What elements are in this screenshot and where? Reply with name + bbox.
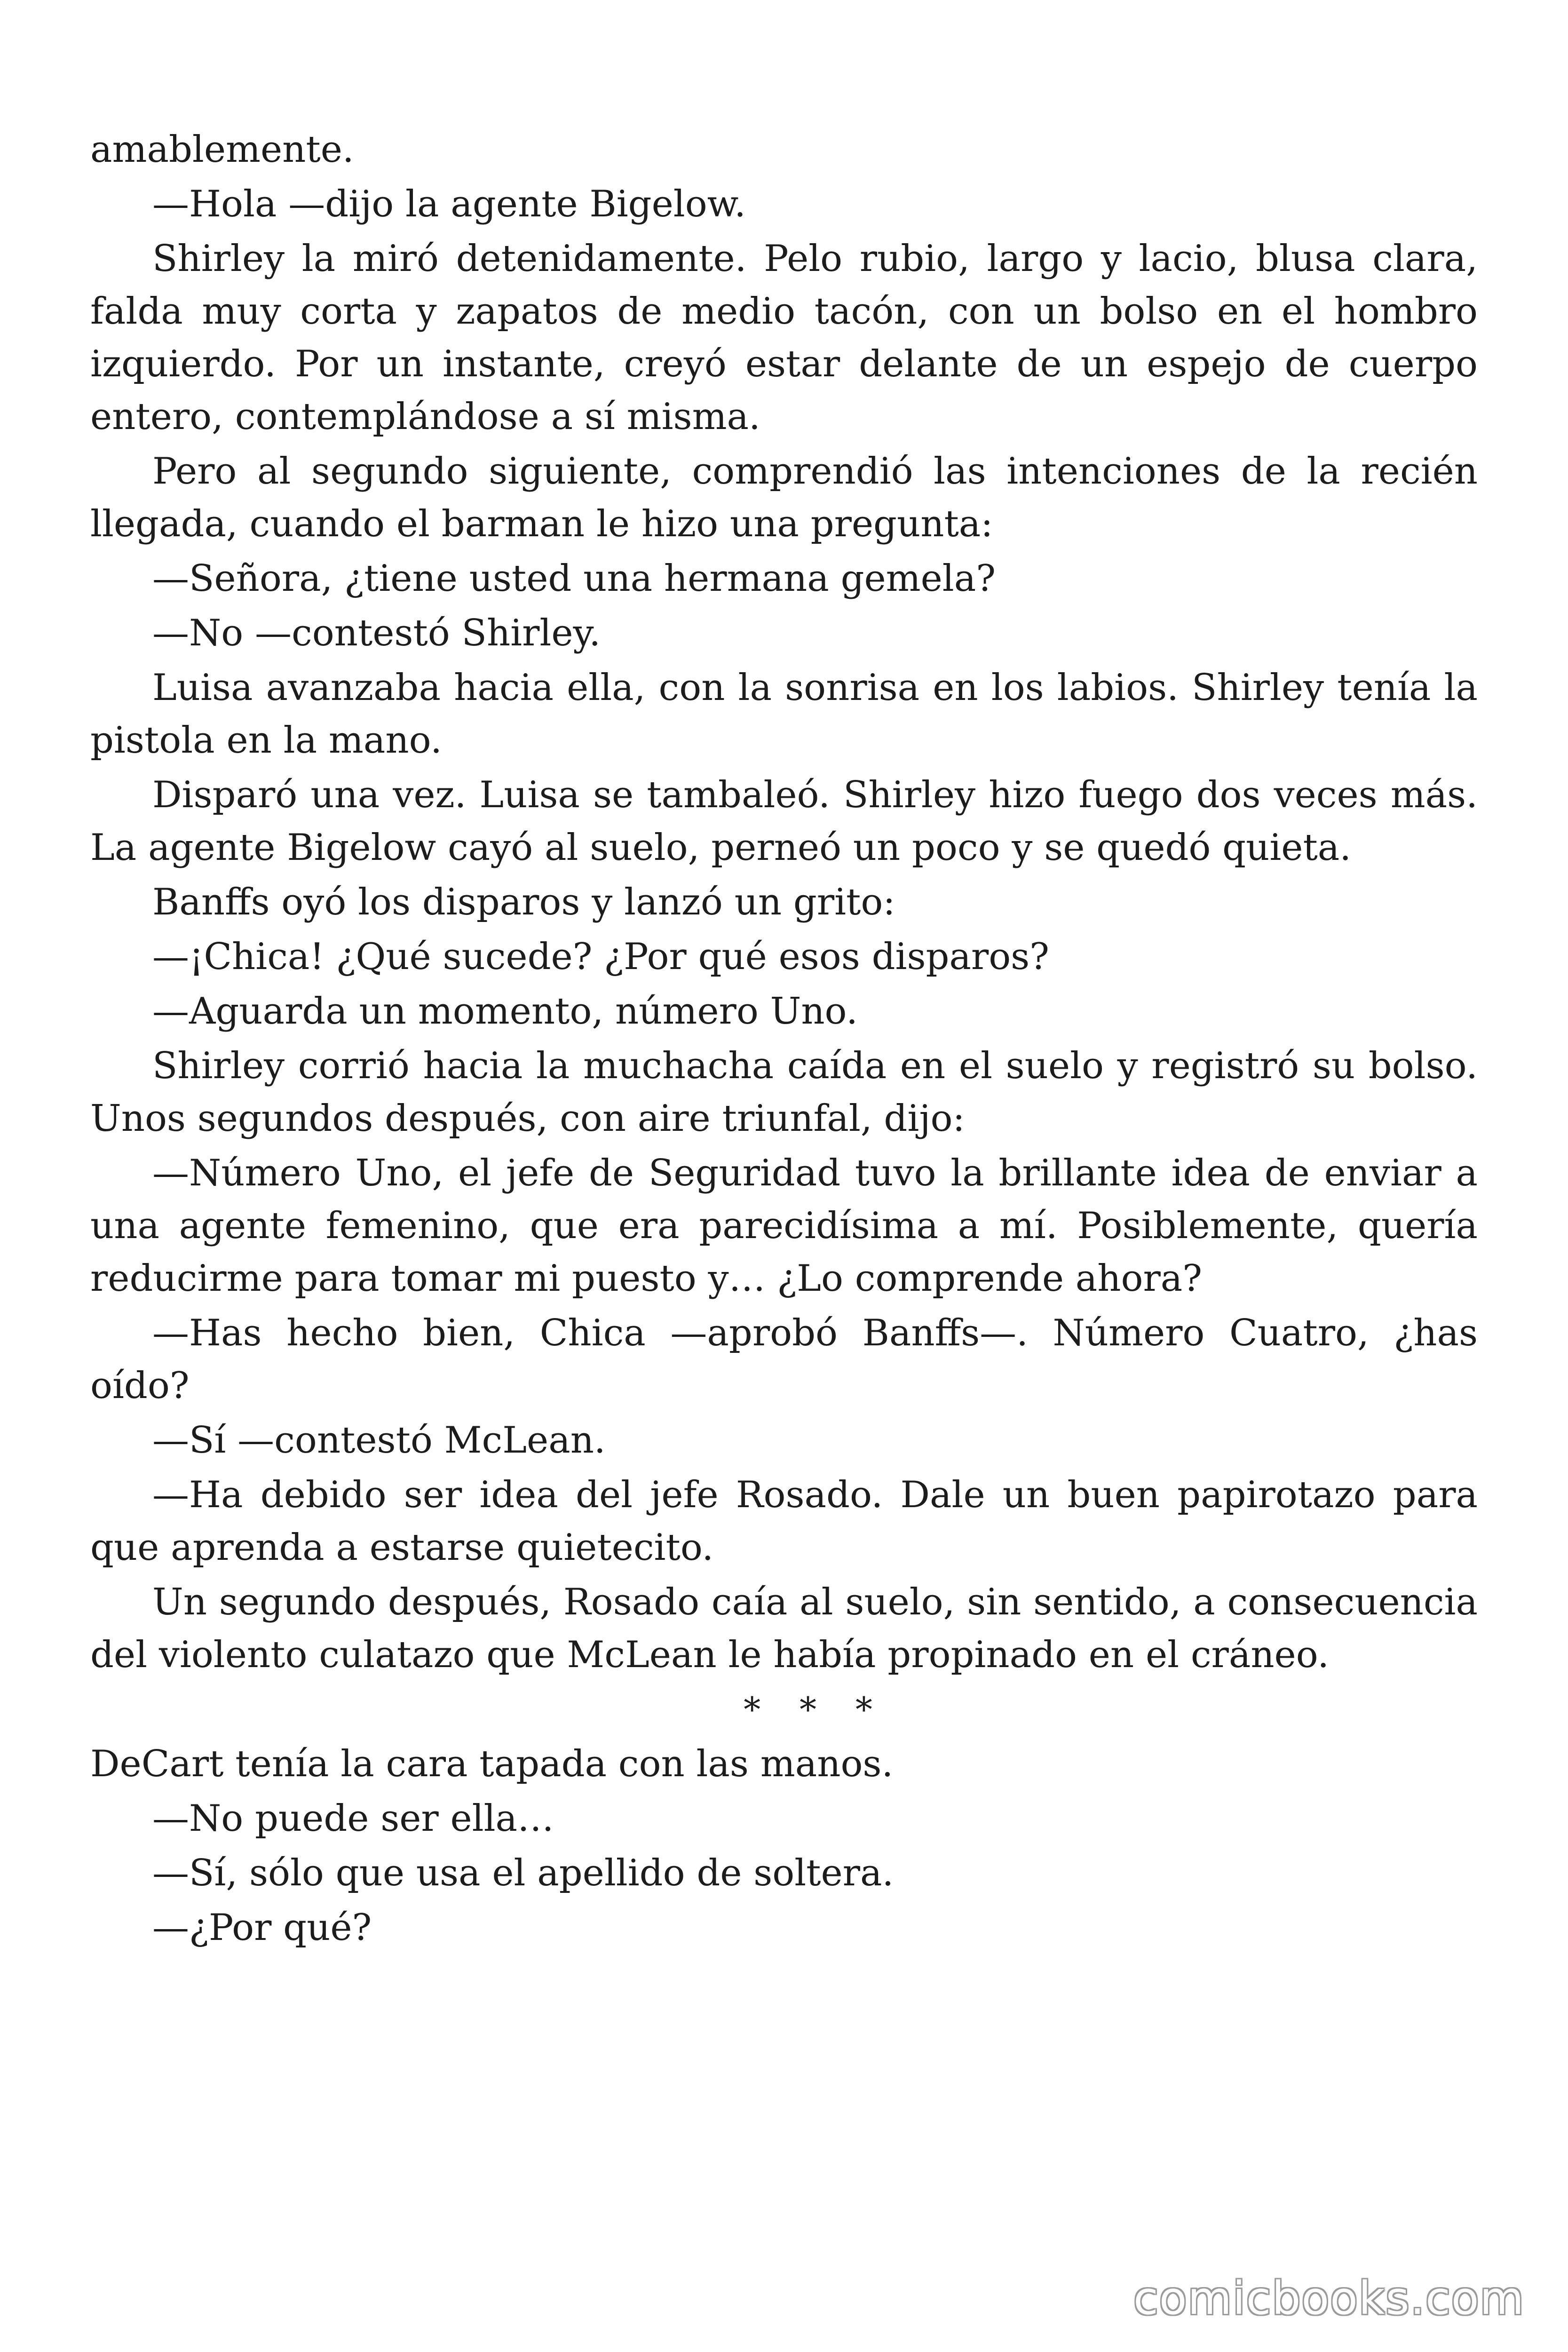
paragraph: Banffs oyó los disparos y lanzó un grito: bbox=[152, 881, 895, 923]
paragraph: —Hola —dijo la agente Bigelow. bbox=[152, 183, 746, 225]
paragraph: Shirley la miró detenidamente. Pelo rubio, largo y lacio, blusa clara, falda muy corta y zapatos de medio tacón, con un bolso en el hombro izquierdo. Por un instante, creyó estar delante de un espejo de cuerpo entero, contemplándose a sí misma. bbox=[90, 238, 1478, 438]
paragraph: DeCart tenía la cara tapada con las manos. bbox=[90, 1743, 894, 1785]
section-before-break bbox=[90, 123, 1478, 1681]
watermark-logo: comicbooks.com bbox=[1133, 2272, 1525, 2325]
paragraph: —No —contestó Shirley. bbox=[152, 612, 601, 654]
paragraph: Luisa avanzaba hacia ella, con la sonrisa en los labios. Shirley tenía la pistola en la mano. bbox=[90, 667, 1478, 762]
paragraph: Shirley corrió hacia la muchacha caída en el suelo y registró su bolso. Unos segundos después, con aire triunfal, dijo: bbox=[90, 1045, 1478, 1140]
section-after-break bbox=[90, 1738, 1478, 1954]
paragraph: —Señora, ¿tiene usted una hermana gemela? bbox=[152, 557, 996, 600]
paragraph: —Número Uno, el jefe de Seguridad tuvo la brillante idea de enviar a una agente femenino, que era parecidísima a mí. Posiblemente, quería reducirme para tomar mi puesto y… ¿Lo comprende ahora? bbox=[90, 1152, 1478, 1300]
paragraph: amablemente. bbox=[90, 128, 354, 171]
paragraph: —Has hecho bien, Chica —aprobó Banffs—. Número Cuatro, ¿has oído? bbox=[90, 1312, 1478, 1407]
body-text bbox=[90, 123, 1478, 1956]
paragraph: —¿Por qué? bbox=[152, 1907, 372, 1949]
paragraph: Un segundo después, Rosado caía al suelo, sin sentido, a consecuencia del violento culatazo que McLean le había propinado en el cráneo. bbox=[90, 1581, 1478, 1676]
paragraph: —Aguarda un momento, número Uno. bbox=[152, 990, 858, 1033]
paragraph: —Sí —contestó McLean. bbox=[152, 1419, 606, 1462]
paragraph: —¡Chica! ¿Qué sucede? ¿Por qué esos disparos? bbox=[152, 936, 1050, 978]
paragraph: —Sí, sólo que usa el apellido de soltera. bbox=[152, 1852, 894, 1894]
paragraph: —No puede ser ella… bbox=[152, 1797, 554, 1840]
paragraph: Disparó una vez. Luisa se tambaleó. Shirley hizo fuego dos veces más. La agente Bigelow cayó al suelo, perneó un poco y se quedó quieta. bbox=[90, 774, 1478, 869]
paragraph: —Ha debido ser idea del jefe Rosado. Dale un buen papirotazo para que aprenda a estarse quietecito. bbox=[90, 1474, 1478, 1569]
paragraph: Pero al segundo siguiente, comprendió las intenciones de la recién llegada, cuando el barman le hizo una pregunta: bbox=[90, 450, 1478, 545]
scene-break: * * * bbox=[744, 1690, 887, 1729]
